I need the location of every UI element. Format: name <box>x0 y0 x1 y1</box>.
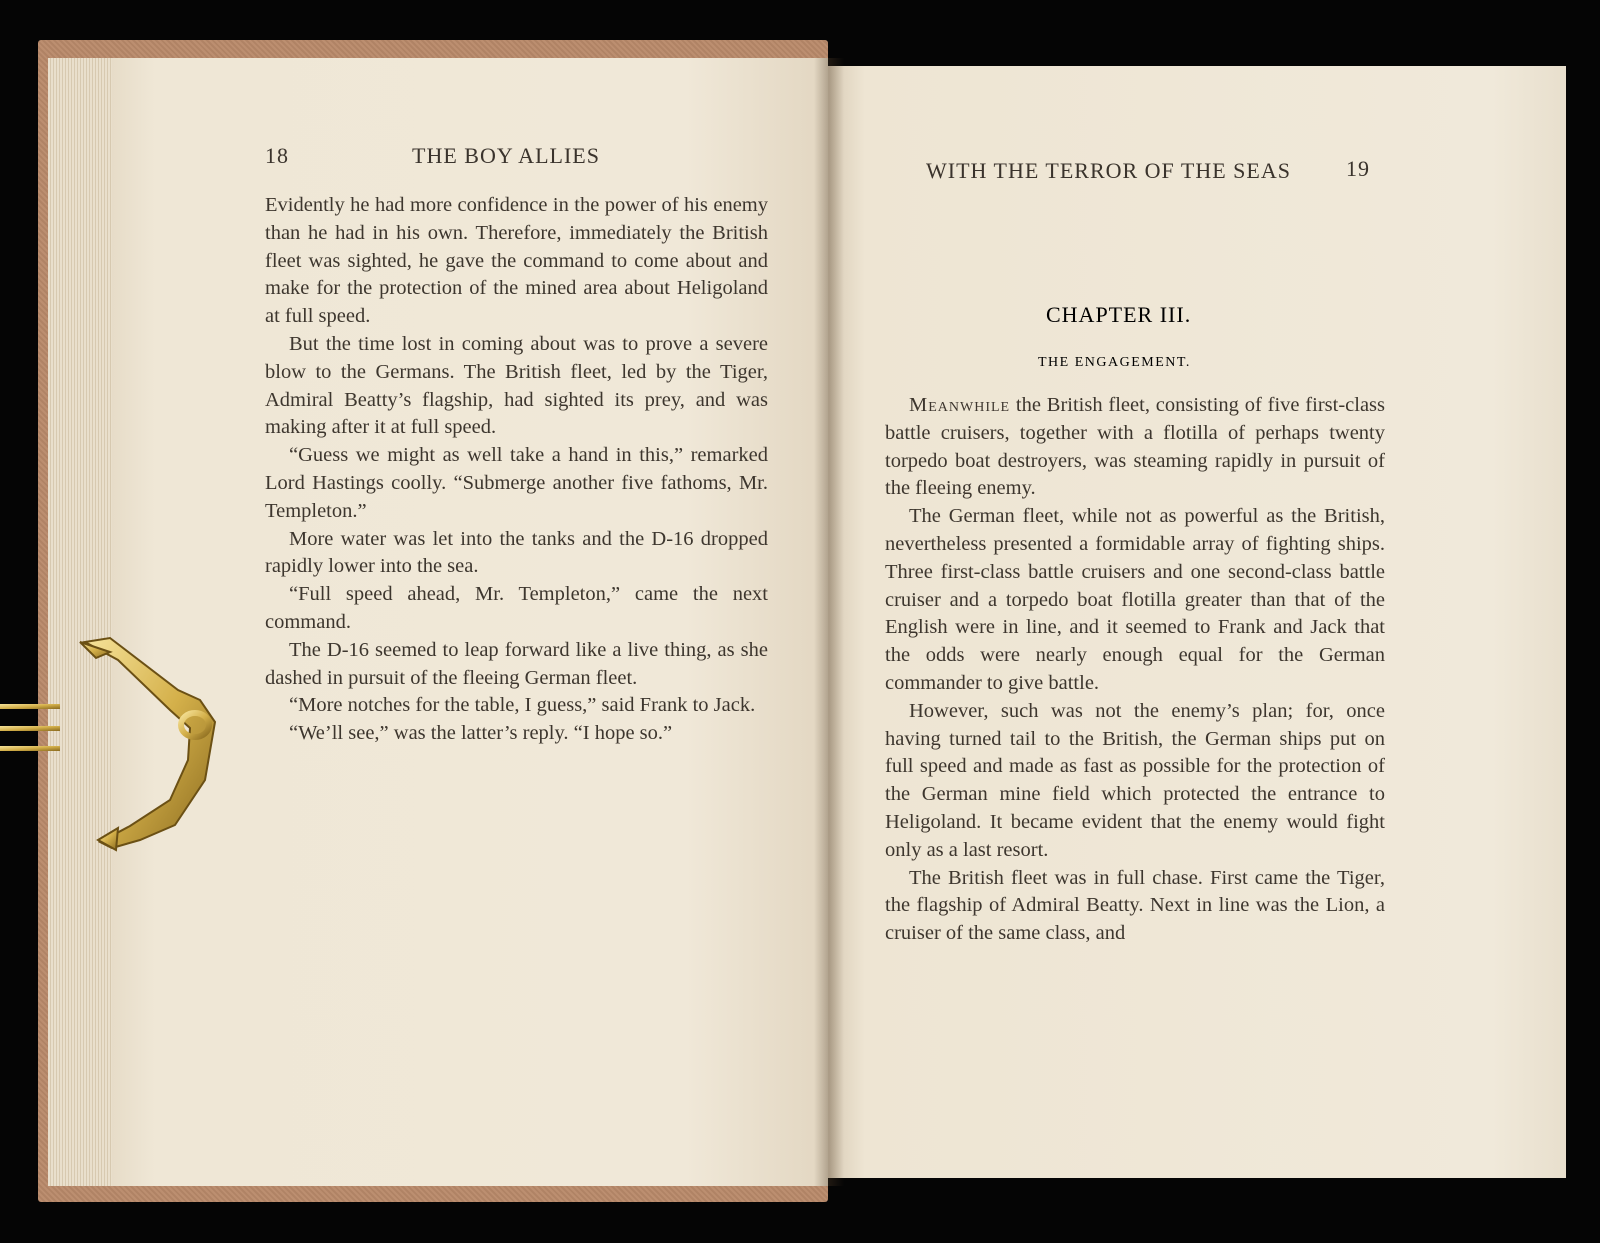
left-page-body <box>265 192 768 748</box>
chapter-subtitle: THE ENGAGEMENT. <box>1038 355 1191 370</box>
right-page-number: 19 <box>1346 156 1370 181</box>
right-paragraph <box>885 392 1385 503</box>
left-paragraph: “We’ll see,” was the latter’s reply. “I hope so.” <box>289 722 673 745</box>
page-edges <box>48 58 118 1186</box>
left-paragraph: The D-16 seemed to leap forward like a live thing, as she dashed in pursuit of the fleeing German fleet. <box>265 638 768 689</box>
left-running-head: THE BOY ALLIES <box>412 143 600 168</box>
left-paragraph: “Full speed ahead, Mr. Templeton,” came the next command. <box>265 583 768 633</box>
right-page-body <box>885 392 1385 948</box>
left-paragraph: “More notches for the table, I guess,” said Frank to Jack. <box>289 694 756 717</box>
right-paragraph: The British fleet was in full chase. First came the Tiger, the flagship of Admiral Beatty. Next in line was the Lion, a cruiser of the same class, and <box>885 866 1385 945</box>
drop-word: Meanwhile <box>909 394 1011 416</box>
left-page-number: 18 <box>265 143 289 168</box>
chapter-title: CHAPTER III. <box>1046 302 1192 327</box>
anchor-bookmark-icon <box>0 630 240 860</box>
left-paragraph: “Guess we might as well take a hand in this,” remarked Lord Hastings coolly. “Submerge another five fathoms, Mr. Templeton.” <box>265 444 768 522</box>
left-paragraph: But the time lost in coming about was to prove a severe blow to the Germans. The British fleet, led by the Tiger, Admiral Beatty’s flagship, had sighted its prey, and was making after it at full speed. <box>265 332 768 439</box>
book-gutter <box>814 58 844 1186</box>
right-running-head: WITH THE TERROR OF THE SEAS <box>926 158 1291 183</box>
right-paragraph: However, such was not the enemy’s plan; for, once having turned tail to the British, the German ships put on full speed and made as fast as possible for the protection of the German mine field which protected the entrance to Heligoland. It became evident that the enemy would fight only as a last resort. <box>885 699 1385 861</box>
right-paragraph: The German fleet, while not as powerful as the British, nevertheless presented a formidable array of fighting ships. Three first-class battle cruisers and one second-class battle cruiser and a torpedo boat flotilla greater than that of the English were in line, and it seemed to Frank and Jack that the odds were nearly enough equal for the German commander to give battle. <box>885 505 1385 694</box>
left-paragraph: More water was let into the tanks and the D-16 dropped rapidly lower into the sea. <box>265 527 768 578</box>
right-paragraph-text: the British fleet, consisting of five first-class battle cruisers, together with a flotilla of perhaps twenty torpedo boat destroyers, was steaming rapidly in pursuit of the fleeing enemy. <box>885 394 1385 500</box>
left-paragraph: Evidently he had more confidence in the power of his enemy than he had in his own. Therefore, immediately the British fleet was sighted, he gave the command to come about and make for the protection of the mined area about Heligoland at full speed. <box>265 194 768 328</box>
